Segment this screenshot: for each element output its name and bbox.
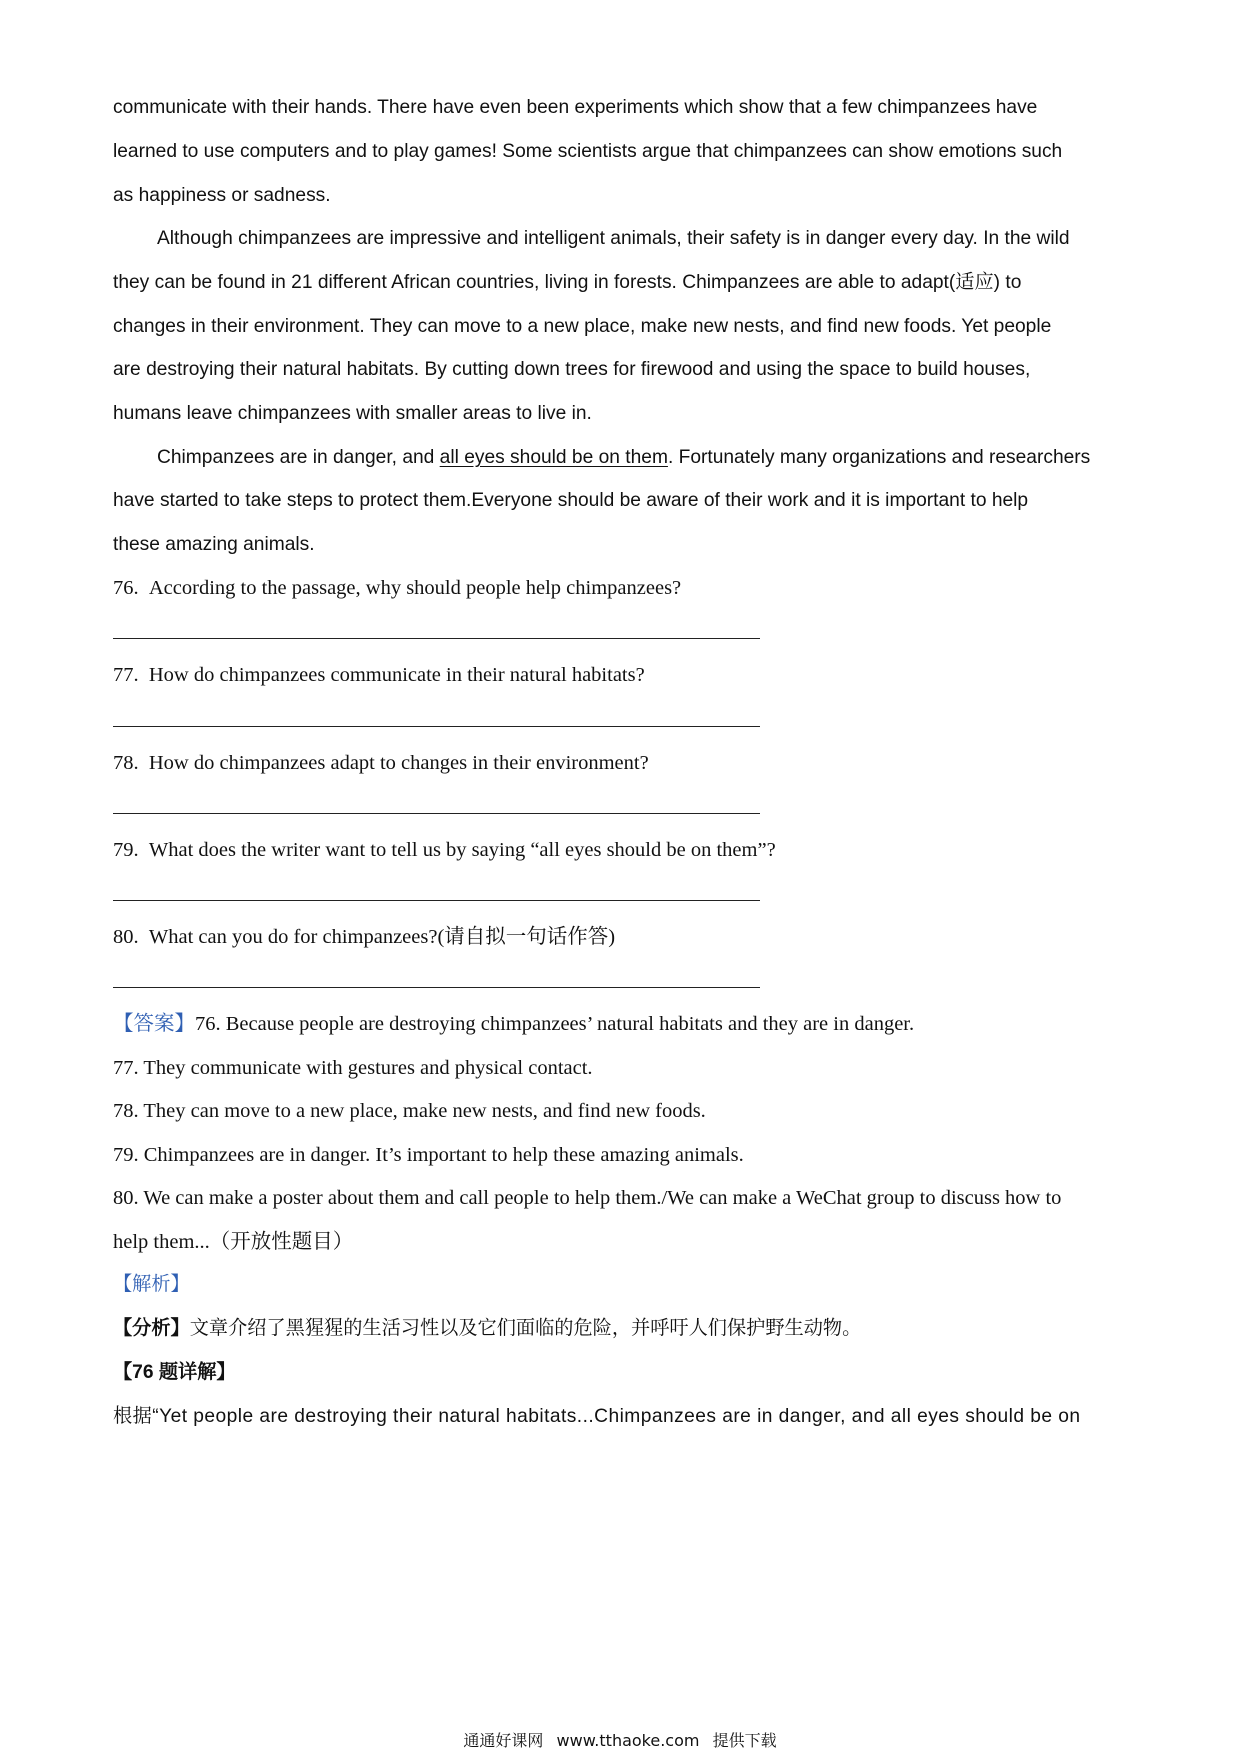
- answer-text: 76. Because people are destroying chimpanzees’ natural habitats and they are in danger.: [195, 1013, 915, 1035]
- detail-text: 根据“Yet people are destroying their natural habitats...Chimpanzees are in danger, and all eyes should be on: [113, 1406, 1081, 1427]
- passage-line: Although chimpanzees are impressive and intelligent animals, their safety is in danger every day. In the wild: [157, 228, 1070, 249]
- answer-line[interactable]: [113, 987, 760, 988]
- answer-line[interactable]: [113, 900, 760, 901]
- question-78: [113, 750, 649, 776]
- footer-url[interactable]: www.tthaoke.com: [556, 1731, 700, 1750]
- passage-line: humans leave chimpanzees with smaller areas to live in.: [113, 403, 592, 424]
- passage-line: they can be found in 21 different African countries, living in forests. Chimpanzees are able to adapt(适应) to: [113, 272, 1022, 293]
- passage-line: are destroying their natural habitats. By cutting down trees for firewood and using the space to build houses,: [113, 359, 1031, 380]
- question-text: How do chimpanzees adapt to changes in their environment?: [148, 752, 649, 774]
- passage-line: have started to take steps to protect them.Everyone should be aware of their work and it is important to help: [113, 490, 1029, 511]
- page-footer: [0, 1728, 1240, 1751]
- question-text: According to the passage, why should people help chimpanzees?: [148, 577, 682, 599]
- answer-78: 78. They can move to a new place, make new nests, and find new foods.: [113, 1100, 706, 1122]
- answer-80-line2: help them...（开放性题目）: [113, 1231, 354, 1253]
- footer-site-name: 通通好课网: [463, 1731, 544, 1750]
- fenxi-label: 【分析】: [113, 1318, 190, 1339]
- passage-line: these amazing animals.: [113, 534, 315, 555]
- question-number: 79.: [113, 839, 139, 861]
- answer-line[interactable]: [113, 726, 760, 727]
- question-number: 77.: [113, 664, 139, 686]
- answer-79: 79. Chimpanzees are in danger. It’s important to help these amazing animals.: [113, 1144, 744, 1166]
- analysis-label: 【解析】: [113, 1274, 190, 1295]
- question-79: [113, 837, 776, 863]
- passage-line: learned to use computers and to play games! Some scientists argue that chimpanzees can show emotions such: [113, 141, 1063, 162]
- question-text: What does the writer want to tell us by saying “all eyes should be on them”?: [148, 839, 776, 861]
- question-76: [113, 575, 681, 601]
- fenxi-text: 文章介绍了黑猩猩的生活习性以及它们面临的危险，并呼吁人们保护野生动物。: [189, 1318, 862, 1339]
- answer-label: 【答案】: [113, 1013, 195, 1035]
- question-text: How do chimpanzees communicate in their natural habitats?: [148, 664, 645, 686]
- passage-text: Chimpanzees are in danger, and: [157, 447, 440, 468]
- fenxi-line: [113, 1316, 861, 1342]
- question-number: 76.: [113, 577, 139, 599]
- question-number: 78.: [113, 752, 139, 774]
- footer-note: 提供下载: [712, 1731, 777, 1750]
- passage-line: communicate with their hands. There have even been experiments which show that a few chimpanzees have: [113, 97, 1038, 118]
- question-number: 80.: [113, 926, 139, 948]
- detail-label: 【76 题详解】: [113, 1362, 236, 1383]
- answer-line[interactable]: [113, 813, 760, 814]
- question-80: [113, 924, 615, 950]
- passage-line: as happiness or sadness.: [113, 185, 331, 206]
- underlined-phrase: all eyes should be on them: [439, 447, 668, 468]
- answer-77: 77. They communicate with gestures and physical contact.: [113, 1057, 593, 1079]
- answer-76: [113, 1011, 914, 1037]
- question-77: [113, 662, 645, 688]
- passage-text: . Fortunately many organizations and researchers: [667, 447, 1091, 468]
- answer-80-line1: 80. We can make a poster about them and call people to help them./We can make a WeChat group to discuss how to: [113, 1187, 1062, 1209]
- question-text: What can you do for chimpanzees?(请自拟一句话作答): [148, 926, 616, 948]
- passage-line: changes in their environment. They can move to a new place, make new nests, and find new foods. Yet people: [113, 316, 1052, 337]
- passage-line: [157, 445, 1090, 471]
- answer-line[interactable]: [113, 638, 760, 639]
